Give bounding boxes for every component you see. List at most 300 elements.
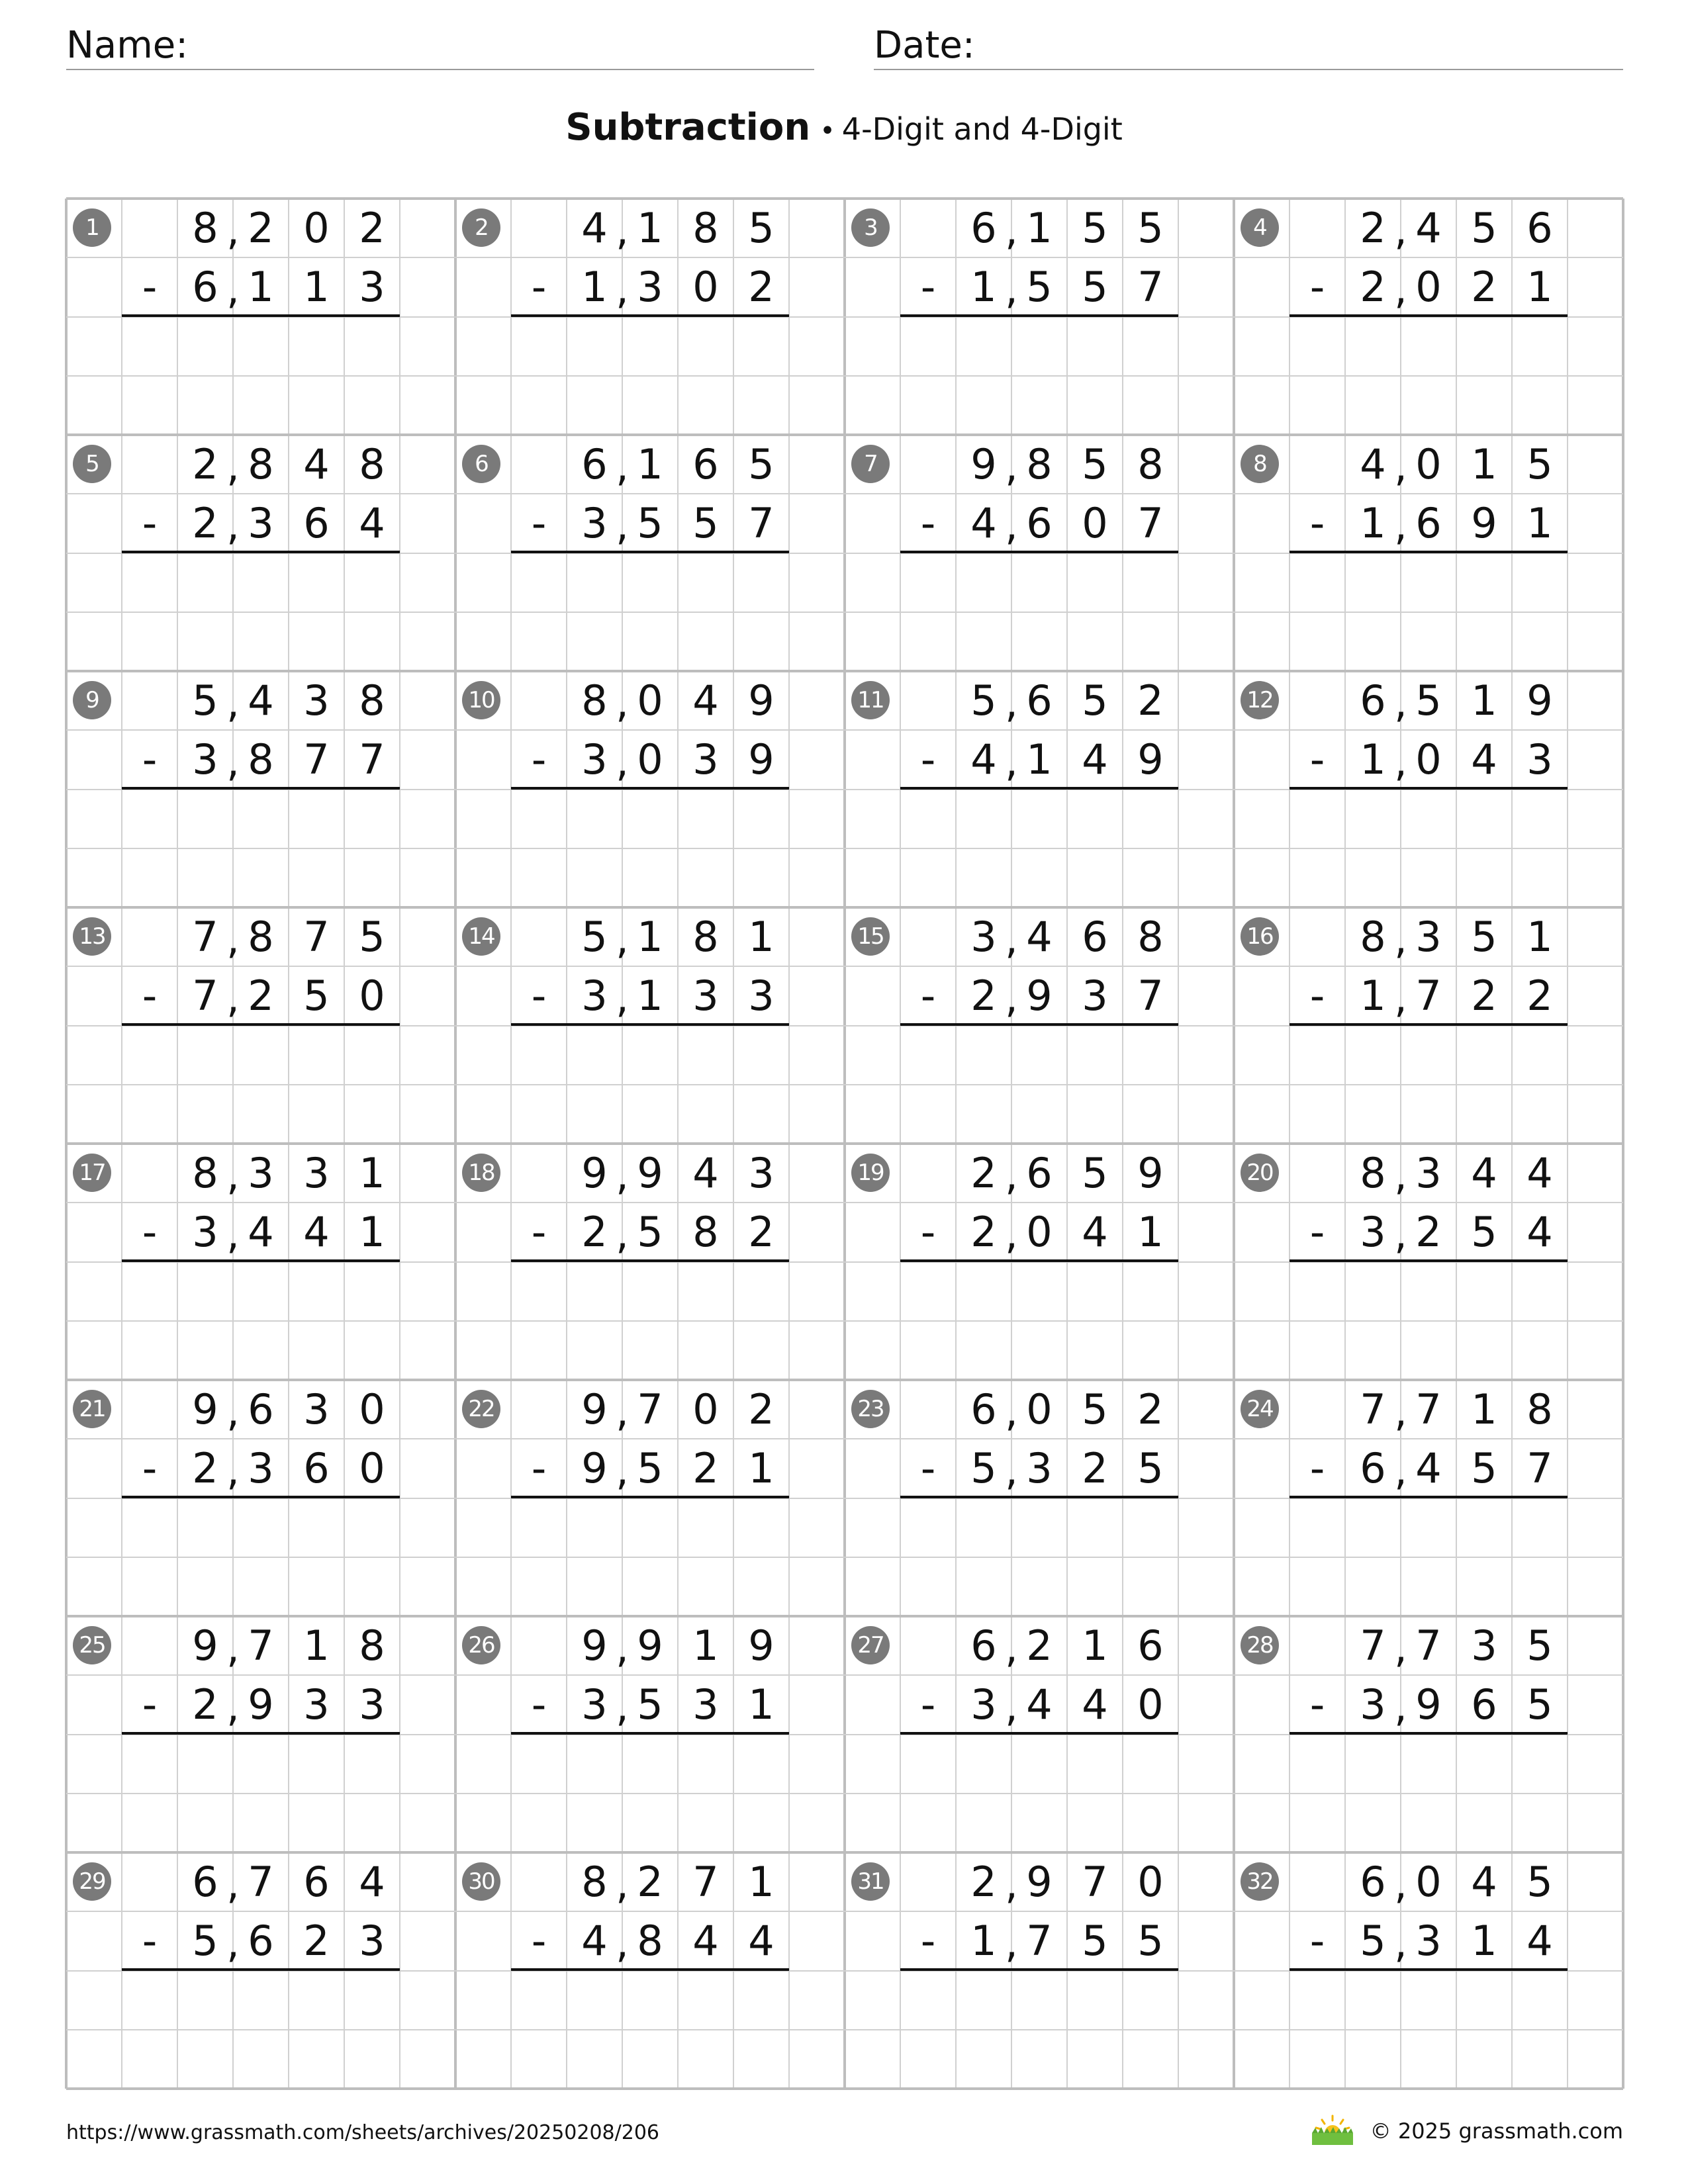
problem-18 <box>455 1144 845 1380</box>
subtrahend-comma: , <box>1005 1919 1018 1968</box>
answer-line <box>1289 314 1568 317</box>
subtrahend-digit: 3 <box>359 1917 385 1966</box>
minuend-digit: 8 <box>581 1858 608 1906</box>
subtrahend-digit: 3 <box>581 499 608 548</box>
problem-11 <box>845 671 1234 907</box>
problem-number-badge: 5 <box>73 445 111 483</box>
answer-area[interactable] <box>900 556 1178 610</box>
minus-sign: - <box>920 499 936 548</box>
subtrahend-comma: , <box>226 1446 240 1495</box>
subtrahend-digit: 1 <box>1471 1917 1497 1966</box>
subtrahend-digit: 3 <box>1082 972 1108 1021</box>
problem-number-badge: 16 <box>1241 917 1279 956</box>
subtrahend-digit: 3 <box>248 1444 274 1493</box>
minuend-digit: 6 <box>692 440 719 488</box>
minuend-number <box>66 199 455 257</box>
minuend-comma: , <box>226 678 240 727</box>
problem-number-badge: 25 <box>73 1626 111 1664</box>
minuend-digit: 1 <box>748 913 774 961</box>
problem-number-badge: 29 <box>73 1862 111 1901</box>
problem-number-badge: 15 <box>851 917 890 956</box>
answer-area[interactable] <box>122 1501 400 1555</box>
minuend-digit: 9 <box>192 1621 218 1670</box>
minuend-digit: 8 <box>1137 440 1164 488</box>
problem-19 <box>845 1144 1234 1380</box>
problem-31 <box>845 1852 1234 2089</box>
minuend-comma: , <box>616 1387 629 1435</box>
problem-14 <box>455 907 845 1144</box>
subtrahend-digit: 1 <box>303 263 330 312</box>
answer-area[interactable] <box>511 1501 789 1555</box>
subtrahend-digit: 4 <box>581 1917 608 1966</box>
answer-area[interactable] <box>511 792 789 846</box>
minuend-digit: 8 <box>1526 1385 1553 1433</box>
subtrahend-digit: 2 <box>1471 263 1497 312</box>
minuend-number <box>1234 1380 1623 1439</box>
minus-sign: - <box>142 735 158 784</box>
subtrahend-digit: 7 <box>1137 972 1164 1021</box>
answer-area[interactable] <box>122 792 400 846</box>
answer-line <box>122 1732 400 1735</box>
subtrahend-digit: 4 <box>1471 735 1497 784</box>
name-field[interactable] <box>66 23 814 70</box>
date-field[interactable] <box>874 23 1623 70</box>
problem-number-badge: 30 <box>462 1862 500 1901</box>
minus-sign: - <box>531 499 547 548</box>
minuend-digit: 7 <box>1360 1385 1386 1433</box>
minuend-comma: , <box>616 1623 629 1672</box>
minus-sign: - <box>531 1917 547 1966</box>
problem-grid <box>66 199 1623 2089</box>
minuend-digit: 3 <box>303 1385 330 1433</box>
subtrahend-digit: 1 <box>1026 735 1053 784</box>
minuend-digit: 0 <box>637 676 663 725</box>
minus-sign: - <box>1309 263 1325 312</box>
subtrahend-digit: 0 <box>1415 735 1442 784</box>
subtrahend-digit: 6 <box>192 263 218 312</box>
minuend-digit: 2 <box>248 204 274 252</box>
answer-area[interactable] <box>1289 320 1568 373</box>
problem-number-badge: 19 <box>851 1154 890 1192</box>
subtrahend-digit: 9 <box>581 1444 608 1493</box>
subtrahend-digit: 6 <box>248 1917 274 1966</box>
answer-line <box>1289 1023 1568 1026</box>
minuend-comma: , <box>226 442 240 490</box>
minuend-comma: , <box>1005 1860 1018 1908</box>
answer-area[interactable] <box>1289 1265 1568 1318</box>
subtrahend-digit: 2 <box>1415 1208 1442 1257</box>
minuend-number <box>455 1144 845 1203</box>
minuend-number <box>66 907 455 966</box>
answer-line <box>1289 1732 1568 1735</box>
problem-32 <box>1234 1852 1623 2089</box>
answer-area[interactable] <box>511 320 789 373</box>
footer-copyright: © 2025 grassmath.com <box>1370 2118 1623 2144</box>
answer-area[interactable] <box>122 556 400 610</box>
subtrahend-comma: , <box>226 974 240 1023</box>
minuend-digit: 1 <box>637 913 663 961</box>
subtrahend-digit: 3 <box>1026 1444 1053 1493</box>
subtrahend-digit: 7 <box>1415 972 1442 1021</box>
subtrahend-digit: 4 <box>1526 1208 1553 1257</box>
problem-28 <box>1234 1616 1623 1852</box>
subtrahend-digit: 5 <box>637 1208 663 1257</box>
minus-sign: - <box>1309 499 1325 548</box>
minuend-digit: 1 <box>1471 440 1497 488</box>
minuend-digit: 8 <box>192 1149 218 1197</box>
minuend-digit: 4 <box>359 1858 385 1906</box>
minuend-comma: , <box>1394 442 1407 490</box>
minuend-digit: 6 <box>1026 676 1053 725</box>
minuend-digit: 4 <box>692 1149 719 1197</box>
minuend-digit: 2 <box>1026 1621 1053 1670</box>
answer-line <box>900 314 1178 317</box>
answer-area[interactable] <box>122 1265 400 1318</box>
subtrahend-digit: 3 <box>970 1680 997 1729</box>
minuend-digit: 8 <box>692 204 719 252</box>
minuend-number <box>455 671 845 730</box>
subtrahend-digit: 5 <box>637 499 663 548</box>
answer-area[interactable] <box>900 1028 1178 1082</box>
minuend-number <box>1234 907 1623 966</box>
minuend-digit: 1 <box>637 440 663 488</box>
answer-line <box>900 551 1178 553</box>
subtrahend-digit: 3 <box>692 735 719 784</box>
problem-number-badge: 18 <box>462 1154 500 1192</box>
subtrahend-digit: 2 <box>1082 1444 1108 1493</box>
minuend-digit: 5 <box>192 676 218 725</box>
minuend-digit: 8 <box>581 676 608 725</box>
subtrahend-digit: 1 <box>970 263 997 312</box>
minus-sign: - <box>1309 972 1325 1021</box>
subtrahend-digit: 2 <box>248 972 274 1021</box>
minuend-digit: 3 <box>970 913 997 961</box>
problem-number-badge: 31 <box>851 1862 890 1901</box>
minuend-digit: 3 <box>748 1149 774 1197</box>
subtrahend-digit: 0 <box>1082 499 1108 548</box>
minuend-digit: 6 <box>192 1858 218 1906</box>
subtrahend-digit: 2 <box>970 972 997 1021</box>
answer-line <box>900 787 1178 790</box>
minus-sign: - <box>920 1444 936 1493</box>
minuend-digit: 8 <box>359 1621 385 1670</box>
minus-sign: - <box>1309 1208 1325 1257</box>
answer-area[interactable] <box>900 320 1178 373</box>
minuend-digit: 1 <box>1526 913 1553 961</box>
subtrahend-digit: 0 <box>359 1444 385 1493</box>
subtrahend-digit: 3 <box>1526 735 1553 784</box>
answer-area[interactable] <box>1289 1501 1568 1555</box>
minuend-comma: , <box>1394 1387 1407 1435</box>
minuend-digit: 8 <box>1360 1149 1386 1197</box>
subtrahend-digit: 4 <box>1526 1917 1553 1966</box>
subtrahend-digit: 4 <box>1082 1680 1108 1729</box>
minuend-comma: , <box>226 1623 240 1672</box>
subtrahend-digit: 2 <box>748 1208 774 1257</box>
subtrahend-comma: , <box>1005 737 1018 786</box>
answer-area[interactable] <box>900 1974 1178 2027</box>
answer-area[interactable] <box>511 1974 789 2027</box>
problem-number-badge: 23 <box>851 1390 890 1428</box>
minuend-digit: 0 <box>303 204 330 252</box>
problem-13 <box>66 907 455 1144</box>
answer-line <box>122 787 400 790</box>
subtrahend-digit: 0 <box>637 735 663 784</box>
answer-line <box>900 1968 1178 1971</box>
subtrahend-comma: , <box>616 1210 629 1259</box>
minuend-digit: 8 <box>359 676 385 725</box>
subtrahend-digit: 2 <box>192 499 218 548</box>
minus-sign: - <box>142 263 158 312</box>
subtrahend-digit: 3 <box>748 972 774 1021</box>
answer-area[interactable] <box>122 1028 400 1082</box>
answer-area[interactable] <box>900 792 1178 846</box>
problem-6 <box>455 435 845 671</box>
answer-area[interactable] <box>1289 1028 1568 1082</box>
minuend-digit: 3 <box>1415 1149 1442 1197</box>
minuend-digit: 9 <box>748 1621 774 1670</box>
minuend-number <box>845 1852 1234 1911</box>
problem-22 <box>455 1380 845 1616</box>
minuend-number <box>845 1144 1234 1203</box>
title-subtitle: 4-Digit and 4-Digit <box>841 111 1123 147</box>
subtrahend-comma: , <box>1005 974 1018 1023</box>
minuend-digit: 9 <box>637 1621 663 1670</box>
minuend-digit: 8 <box>192 204 218 252</box>
subtrahend-digit: 5 <box>1082 1917 1108 1966</box>
minuend-number <box>845 1616 1234 1675</box>
subtrahend-digit: 4 <box>303 1208 330 1257</box>
minuend-digit: 1 <box>637 204 663 252</box>
answer-area[interactable] <box>122 1737 400 1791</box>
answer-area[interactable] <box>511 1028 789 1082</box>
answer-line <box>900 1496 1178 1498</box>
subtrahend-comma: , <box>226 1210 240 1259</box>
minuend-digit: 6 <box>970 1385 997 1433</box>
answer-line <box>1289 787 1568 790</box>
subtrahend-digit: 5 <box>1471 1208 1497 1257</box>
minuend-number <box>1234 1616 1623 1675</box>
minus-sign: - <box>1309 1680 1325 1729</box>
minuend-digit: 5 <box>1082 1149 1108 1197</box>
problem-30 <box>455 1852 845 2089</box>
problem-number-badge: 7 <box>851 445 890 483</box>
minuend-comma: , <box>226 1151 240 1199</box>
subtrahend-digit: 6 <box>303 499 330 548</box>
problem-number-badge: 12 <box>1241 681 1279 719</box>
minuend-comma: , <box>616 915 629 963</box>
minuend-digit: 5 <box>1082 440 1108 488</box>
subtrahend-comma: , <box>1394 1210 1407 1259</box>
minus-sign: - <box>142 972 158 1021</box>
minuend-digit: 6 <box>970 1621 997 1670</box>
answer-area[interactable] <box>1289 1737 1568 1791</box>
subtrahend-digit: 8 <box>692 1208 719 1257</box>
minuend-digit: 9 <box>581 1149 608 1197</box>
subtrahend-digit: 9 <box>1471 499 1497 548</box>
problem-number-badge: 26 <box>462 1626 500 1664</box>
minuend-digit: 2 <box>359 204 385 252</box>
answer-area[interactable] <box>900 1265 1178 1318</box>
answer-area[interactable] <box>900 1737 1178 1791</box>
minuend-digit: 2 <box>970 1149 997 1197</box>
subtrahend-digit: 1 <box>581 263 608 312</box>
answer-line <box>122 551 400 553</box>
minuend-digit: 5 <box>1526 1858 1553 1906</box>
problem-number-badge: 1 <box>73 208 111 247</box>
answer-area[interactable] <box>1289 1974 1568 2027</box>
minuend-digit: 3 <box>1415 913 1442 961</box>
minuend-digit: 2 <box>1137 1385 1164 1433</box>
problem-23 <box>845 1380 1234 1616</box>
answer-line <box>1289 1496 1568 1498</box>
minuend-digit: 3 <box>303 1149 330 1197</box>
subtrahend-digit: 3 <box>581 1680 608 1729</box>
minuend-digit: 5 <box>581 913 608 961</box>
subtrahend-digit: 3 <box>1415 1917 1442 1966</box>
minuend-digit: 0 <box>1415 440 1442 488</box>
subtrahend-comma: , <box>1394 737 1407 786</box>
minuend-comma: , <box>1005 1151 1018 1199</box>
minuend-digit: 1 <box>692 1621 719 1670</box>
subtrahend-comma: , <box>1005 1210 1018 1259</box>
minuend-comma: , <box>616 206 629 254</box>
subtrahend-digit: 3 <box>637 263 663 312</box>
problem-8 <box>1234 435 1623 671</box>
minuend-digit: 1 <box>1471 676 1497 725</box>
problem-21 <box>66 1380 455 1616</box>
minuend-comma: , <box>1005 1623 1018 1672</box>
minuend-digit: 7 <box>1360 1621 1386 1670</box>
minuend-number <box>455 435 845 494</box>
subtrahend-digit: 9 <box>1415 1680 1442 1729</box>
minus-sign: - <box>142 1680 158 1729</box>
answer-area[interactable] <box>511 556 789 610</box>
minuend-comma: , <box>1394 678 1407 727</box>
subtrahend-comma: , <box>226 1682 240 1731</box>
minus-sign: - <box>531 1680 547 1729</box>
answer-area[interactable] <box>1289 556 1568 610</box>
answer-area[interactable] <box>511 1265 789 1318</box>
answer-line <box>1289 1259 1568 1262</box>
minuend-number <box>66 1852 455 1911</box>
subtrahend-digit: 3 <box>692 1680 719 1729</box>
subtrahend-digit: 0 <box>1137 1680 1164 1729</box>
answer-area[interactable] <box>1289 792 1568 846</box>
title-main: Subtraction <box>565 106 811 149</box>
minuend-digit: 7 <box>248 1858 274 1906</box>
answer-area[interactable] <box>122 320 400 373</box>
subtrahend-digit: 1 <box>359 1208 385 1257</box>
problem-20 <box>1234 1144 1623 1380</box>
subtrahend-digit: 2 <box>303 1917 330 1966</box>
subtrahend-comma: , <box>1005 265 1018 314</box>
minuend-comma: , <box>1394 206 1407 254</box>
answer-area[interactable] <box>900 1501 1178 1555</box>
minuend-digit: 8 <box>248 913 274 961</box>
problem-number-badge: 20 <box>1241 1154 1279 1192</box>
minuend-comma: , <box>1005 1387 1018 1435</box>
subtrahend-digit: 3 <box>581 972 608 1021</box>
minuend-digit: 2 <box>1360 204 1386 252</box>
minuend-digit: 5 <box>1526 1621 1553 1670</box>
minuend-digit: 0 <box>1415 1858 1442 1906</box>
minuend-digit: 8 <box>692 913 719 961</box>
subtrahend-digit: 4 <box>1082 1208 1108 1257</box>
problem-17 <box>66 1144 455 1380</box>
problem-number-badge: 28 <box>1241 1626 1279 1664</box>
subtrahend-comma: , <box>226 1919 240 1968</box>
subtrahend-comma: , <box>616 1446 629 1495</box>
minuend-digit: 6 <box>1526 204 1553 252</box>
problem-2 <box>455 199 845 435</box>
minuend-number <box>1234 1852 1623 1911</box>
problem-number-badge: 3 <box>851 208 890 247</box>
minuend-comma: , <box>226 206 240 254</box>
problem-12 <box>1234 671 1623 907</box>
minuend-comma: , <box>226 1860 240 1908</box>
subtrahend-digit: 1 <box>637 972 663 1021</box>
minuend-number <box>455 1616 845 1675</box>
subtrahend-comma: , <box>1394 1919 1407 1968</box>
minus-sign: - <box>1309 735 1325 784</box>
problem-number-badge: 32 <box>1241 1862 1279 1901</box>
minuend-digit: 1 <box>1471 1385 1497 1433</box>
subtrahend-digit: 9 <box>1137 735 1164 784</box>
answer-area[interactable] <box>122 1974 400 2027</box>
subtrahend-digit: 2 <box>581 1208 608 1257</box>
minuend-comma: , <box>1005 206 1018 254</box>
minuend-comma: , <box>616 442 629 490</box>
footer-brand <box>1309 2115 1623 2148</box>
minuend-digit: 0 <box>1026 1385 1053 1433</box>
minuend-comma: , <box>1394 915 1407 963</box>
problem-29 <box>66 1852 455 2089</box>
minuend-digit: 8 <box>359 440 385 488</box>
minuend-digit: 3 <box>248 1149 274 1197</box>
subtrahend-digit: 5 <box>637 1680 663 1729</box>
minuend-digit: 9 <box>637 1149 663 1197</box>
minuend-digit: 3 <box>1471 1621 1497 1670</box>
subtrahend-comma: , <box>616 1919 629 1968</box>
subtrahend-digit: 7 <box>748 499 774 548</box>
problem-27 <box>845 1616 1234 1852</box>
minuend-digit: 6 <box>1137 1621 1164 1670</box>
problem-number-badge: 9 <box>73 681 111 719</box>
subtrahend-digit: 7 <box>1137 499 1164 548</box>
date-label: Date: <box>874 24 975 67</box>
minuend-digit: 9 <box>192 1385 218 1433</box>
minuend-digit: 1 <box>1026 204 1053 252</box>
subtrahend-comma: , <box>1005 1682 1018 1731</box>
minus-sign: - <box>920 1917 936 1966</box>
minus-sign: - <box>531 263 547 312</box>
subtrahend-digit: 1 <box>1360 735 1386 784</box>
subtrahend-digit: 1 <box>1360 499 1386 548</box>
minuend-digit: 9 <box>1137 1149 1164 1197</box>
subtrahend-digit: 7 <box>1137 263 1164 312</box>
subtrahend-digit: 2 <box>1471 972 1497 1021</box>
answer-area[interactable] <box>511 1737 789 1791</box>
subtrahend-digit: 7 <box>192 972 218 1021</box>
minus-sign: - <box>142 1917 158 1966</box>
problem-number-badge: 14 <box>462 917 500 956</box>
answer-line <box>1289 1968 1568 1971</box>
minuend-number <box>845 907 1234 966</box>
subtrahend-comma: , <box>1005 501 1018 550</box>
answer-line <box>122 1496 400 1498</box>
minuend-digit: 5 <box>748 440 774 488</box>
